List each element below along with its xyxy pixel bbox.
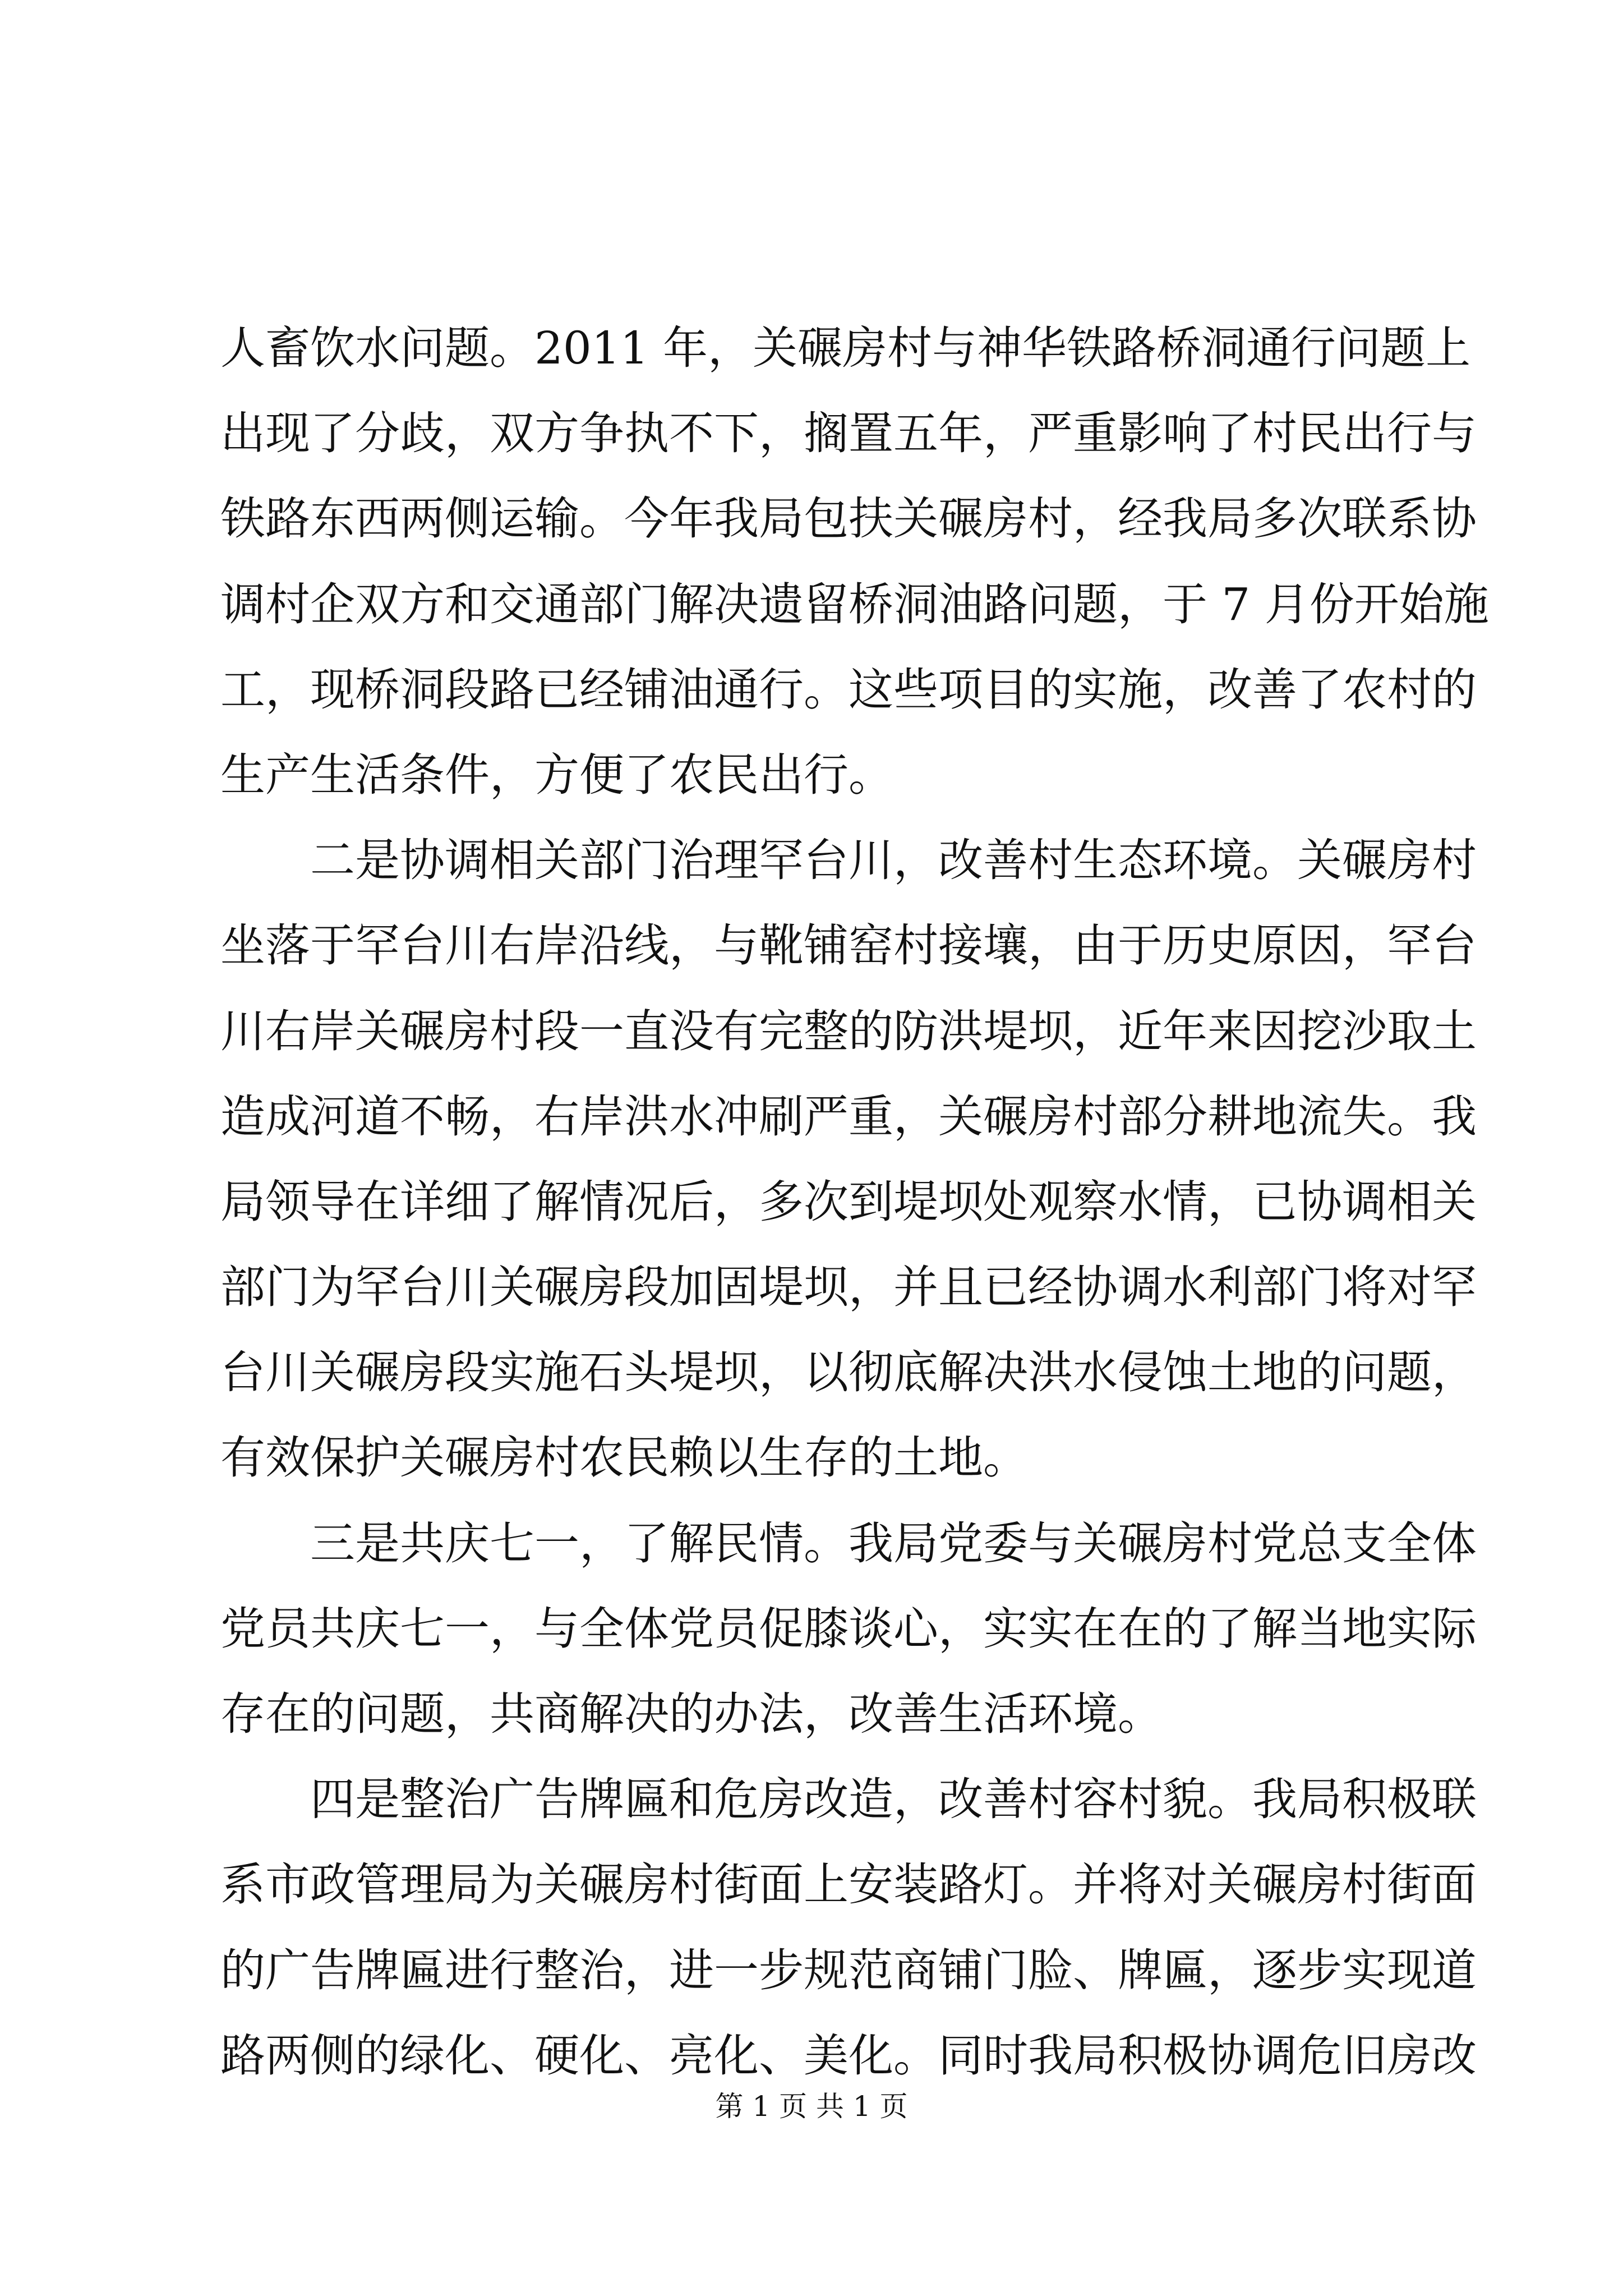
text-line: 的广告牌匾进行整治，进一步规范商铺门脸、牌匾，逐步实现道 xyxy=(220,1944,1477,1996)
text-line: 生产生活条件，方便了农民出行。 xyxy=(220,748,893,801)
text-line: 坐落于罕台川右岸沿线，与靴铺窑村接壤，由于历史原因，罕台 xyxy=(220,919,1477,972)
text-line: 路两侧的绿化、硬化、亮化、美化。同时我局积极协调危旧房改 xyxy=(220,2029,1477,2082)
text-line: 工，现桥洞段路已经铺油通行。这些项目的实施，改善了农村的 xyxy=(220,663,1477,716)
text-line: 人畜饮水问题。2011 年，关碾房村与神华铁路桥洞通行问题上 xyxy=(220,322,1471,374)
text-line: 造成河道不畅，右岸洪水冲刷严重，关碾房村部分耕地流失。我 xyxy=(220,1090,1477,1143)
paragraph-start-line: 二是协调相关部门治理罕台川，改善村生态环境。关碾房村 xyxy=(310,834,1477,887)
text-line: 局领导在详细了解情况后，多次到堤坝处观察水情，已协调相关 xyxy=(220,1175,1477,1228)
text-line: 系市政管理局为关碾房村街面上安装路灯。并将对关碾房村街面 xyxy=(220,1858,1477,1911)
text-line: 出现了分歧，双方争执不下，搁置五年，严重影响了村民出行与 xyxy=(220,407,1477,460)
paragraph-start-line: 三是共庆七一，了解民情。我局党委与关碾房村党总支全体 xyxy=(310,1517,1477,1570)
text-line: 存在的问题，共商解决的办法，改善生活环境。 xyxy=(220,1688,1163,1740)
text-line: 党员共庆七一，与全体党员促膝谈心，实实在在的了解当地实际 xyxy=(220,1602,1477,1655)
text-line: 部门为罕台川关碾房段加固堤坝，并且已经协调水利部门将对罕 xyxy=(220,1261,1477,1314)
text-line: 台川关碾房段实施石头堤坝，以彻底解决洪水侵蚀土地的问题， xyxy=(220,1346,1477,1399)
paragraph-start-line: 四是整治广告牌匾和危房改造，改善村容村貌。我局积极联 xyxy=(310,1773,1477,1826)
body-text xyxy=(220,306,1489,2099)
text-line: 川右岸关碾房村段一直没有完整的防洪堤坝，近年来因挖沙取土 xyxy=(220,1005,1477,1057)
text-line: 调村企双方和交通部门解决遗留桥洞油路问题，于 7 月份开始施 xyxy=(220,578,1489,631)
text-line: 有效保护关碾房村农民赖以生存的土地。 xyxy=(220,1432,1028,1484)
page-footer xyxy=(0,2084,1623,2124)
page-number-label: 第 1 页 共 1 页 xyxy=(715,2090,908,2123)
text-line: 铁路东西两侧运输。今年我局包扶关碾房村，经我局多次联系协 xyxy=(220,493,1477,545)
